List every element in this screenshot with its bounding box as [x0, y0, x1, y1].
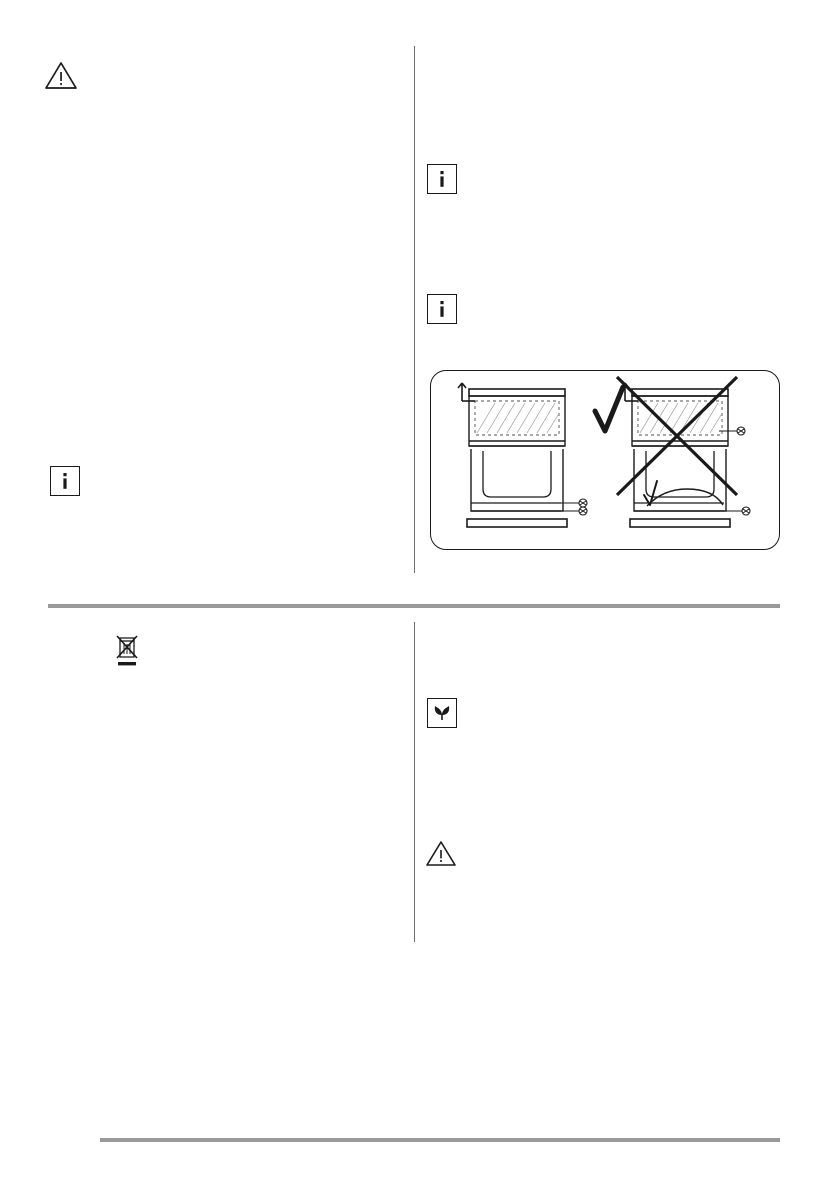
lower-right-environment-text	[466, 698, 766, 808]
section-rule-bottom	[100, 1138, 780, 1142]
upper-right-info-text-1	[466, 164, 766, 264]
environment-leaf-icon	[427, 698, 457, 728]
upper-left-info-text	[88, 466, 388, 566]
information-icon	[50, 466, 80, 496]
section-rule-top	[48, 604, 780, 608]
upper-left-warning-text	[88, 58, 388, 438]
warning-triangle-icon	[424, 836, 458, 870]
installation-clearance-figure	[430, 370, 780, 550]
warning-triangle-icon	[44, 58, 78, 92]
information-icon	[427, 294, 457, 324]
column-divider-upper	[414, 46, 415, 573]
information-icon	[427, 164, 457, 194]
crossed-out-wheelie-bin-icon	[110, 634, 144, 668]
lower-right-warning-text	[466, 836, 766, 936]
lower-left-disposal-text	[150, 634, 390, 874]
upper-right-info-text-2	[466, 294, 766, 354]
column-divider-lower	[414, 622, 415, 942]
